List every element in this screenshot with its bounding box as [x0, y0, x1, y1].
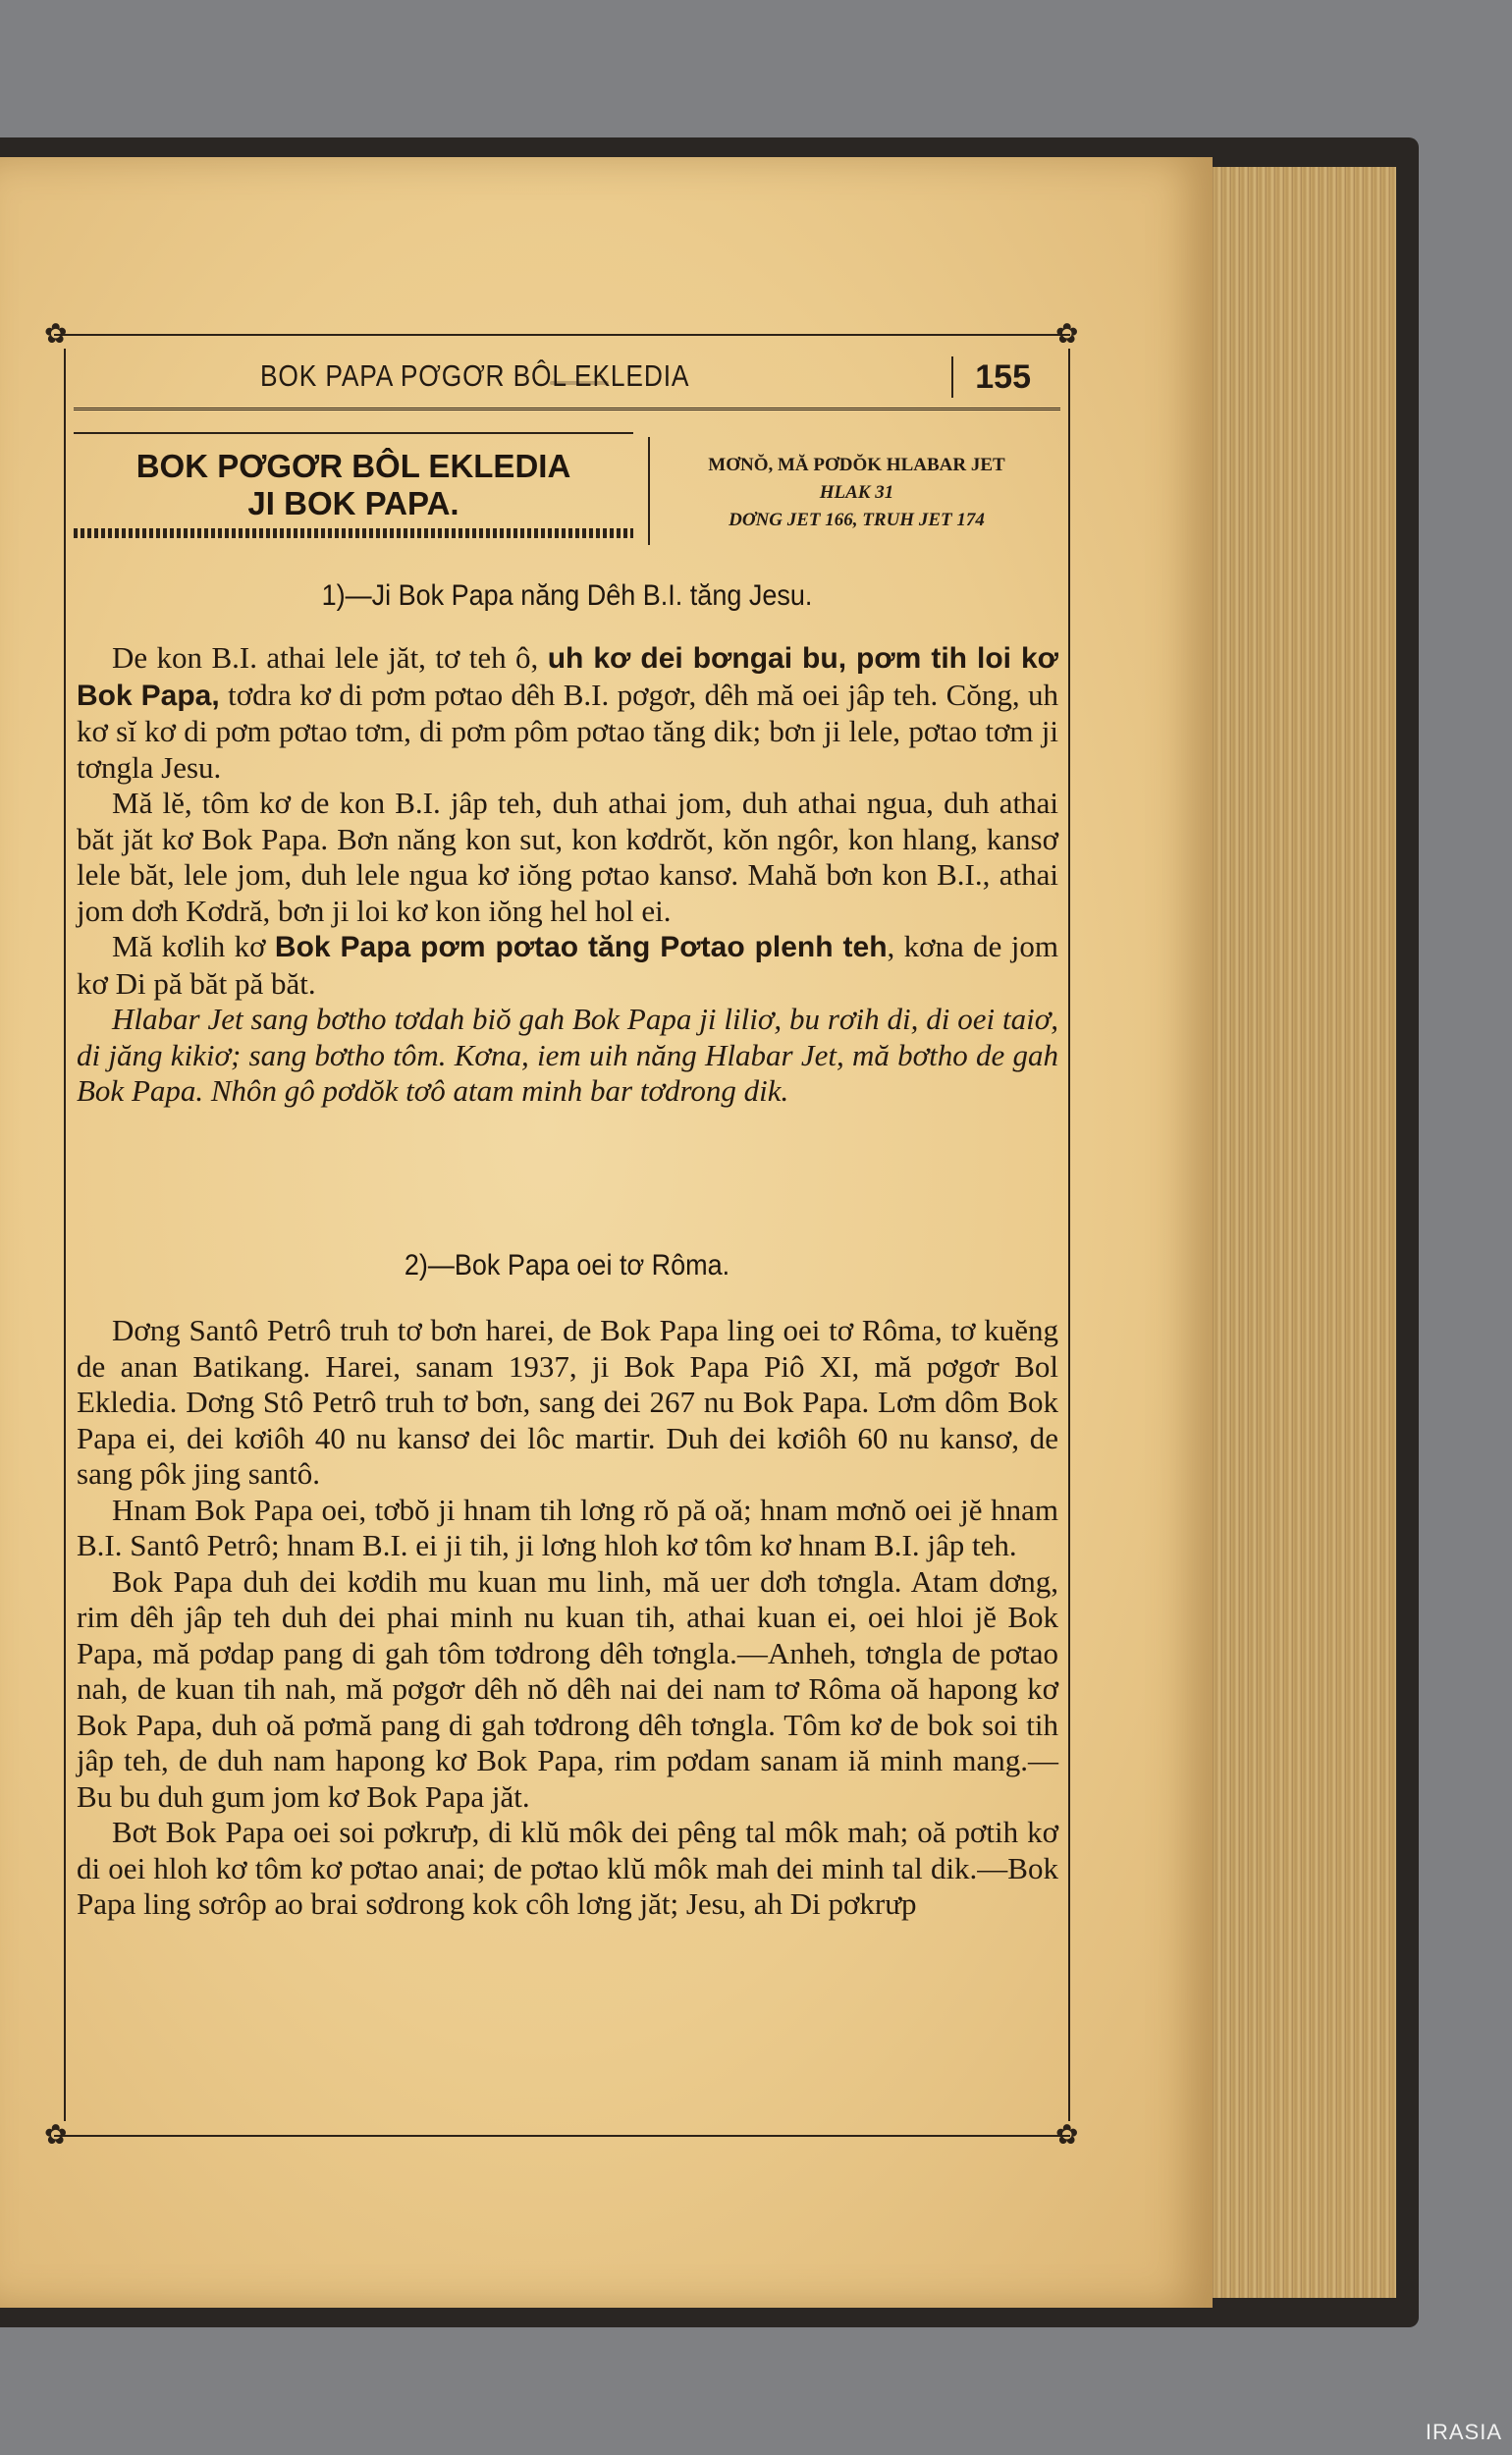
bold-text: uh kơ dei bơngai bu, pơm tih loi kơ Bok Papa,: [77, 642, 1059, 712]
paragraph: Hnam Bok Papa oei, tơbŏ ji hnam tih lơng rŏ pă oă; hnam mơnŏ oei jĕ hnam B.I. Santô Petrô; hnam B.I. ei ji tih, ji lơng hloh kơ tôm kơ hnam B.I. jâp teh.: [77, 1492, 1058, 1562]
reference-line2: HLAK 31: [819, 482, 894, 503]
running-title: BOK PAPA PƠGƠR BÔL EKLEDIA: [260, 358, 690, 393]
frame-rule-top: [54, 334, 1070, 336]
paragraph: [77, 1002, 1058, 1110]
paragraph: Dơng Santô Petrô truh tơ bơn harei, de Bok Papa ling oei tơ Rôma, tơ kuĕng de anan Batikang. Harei, sanam 1937, ji Bok Papa Piô XI, mă pơgơr Bol Ekledia. Dơng Stô Petrô truh tơ bơn, sang dei 267 nu Bok Papa. Lơm dôm Bok Papa ei, dei kơiôh 40 nu kansơ dei lôc martir. Duh dei kơiôh 60 nu kansơ, de sang pôk jing santô.: [77, 1313, 1058, 1491]
chapter-title-line2: JI BOK PAPA.: [247, 485, 459, 521]
scripture-reference: [653, 452, 1060, 534]
frame-rule-bottom: [54, 2135, 1070, 2137]
section-2-body: [77, 1313, 1058, 1923]
text-run: , kơna de jom kơ Di pă băt pă băt.: [77, 929, 1058, 1001]
chapter-title-box: [74, 432, 633, 542]
paragraph: Mă lĕ, tôm kơ de kon B.I. jâp teh, duh athai jom, duh athai ngua, duh athai băt jăt kơ Bok Papa. Bơn năng kon sut, kon kơdrŏt, kŏn ngôr, kon hlang, kansơ lele băt, lele jom, duh lele ngua kơ iŏng pơtao kansơ. Mahă bơn kon B.I., athai jom dơh Kơdră, bơn ji loi kơ kon iŏng hel hol ei.: [77, 786, 1058, 928]
page-number: 155: [951, 356, 1031, 398]
running-header: [74, 349, 1060, 410]
corner-ornament-icon: ✿: [1055, 2118, 1079, 2151]
watermark: IRASIA: [1425, 2420, 1502, 2444]
frame-side-right: [1068, 349, 1070, 2121]
corner-ornament-icon: ✿: [44, 317, 68, 350]
reference-line3: DƠNG JET 166, TRUH JET 174: [729, 510, 985, 530]
italic-text: Hlabar Jet sang bơtho tơdah biŏ gah Bok Papa ji liliơ, bu rơih di, di oei taiơ, di jăng kikiơ; sang bơtho tôm. Kơna, iem uih năng Hlabar Jet, mă bơtho de gah Bok Papa. Nhôn gô pơdŏk tơô atam minh bar tơdrong dik.: [77, 1002, 1058, 1108]
chapter-title-line1: BOK PƠGƠR BÔL EKLEDIA: [135, 448, 571, 484]
ornament-band: [74, 528, 633, 538]
section-1-body: [77, 640, 1058, 1110]
corner-ornament-icon: ✿: [44, 2118, 68, 2151]
paragraph: [77, 640, 1058, 786]
text-run: Mă kơlih kơ: [112, 929, 275, 963]
text-run: tơdra kơ di pơm pơtao dêh B.I. pơgơr, dêh mă oei jâp teh. Cŏng, uh kơ sĭ kơ di pơm pơtao tơm, di pơm pôm pơtao tăng dik; bơn ji lele, pơtao tơm ji tơngla Jesu.: [77, 677, 1058, 785]
page-edges: [1203, 167, 1396, 2298]
paragraph: Bok Papa duh dei kơdih mu kuan mu linh, mă uer dơh tơngla. Atam dơng, rim dêh jâp teh duh dei phai minh nu kuan tih, athai kuan ei, oei hloi jĕ Bok Papa, mă pơdap pang di gah tôm tơdrong dêh tơngla.—Anheh, tơngla de pơtao nah, de kuan tih nah, mă pơgơr dêh nŏ dêh nai dei nam tơ Rôma oă hapong kơ Bok Papa, duh oă pơmă pang di gah tơdrong dêh tơngla. Tôm kơ de bok soi tih jâp teh, de duh nam hapong kơ Bok Papa, rim pơdam sanam iă minh mang.—Bu bu duh gum jom kơ Bok Papa jăt.: [77, 1563, 1058, 1814]
paragraph: Bơt Bok Papa oei soi pơkrưp, di klŭ môk dei pêng tal môk mah; oă pơtih kơ di oei hloh kơ tôm kơ pơtao anai; de pơtao klŭ môk mah dei minh tal dik.—Bok Papa ling sơrôp ao brai sơdrong kok côh lơng jăt; Jesu, ah Di pơkrưp: [77, 1815, 1058, 1921]
corner-ornament-icon: ✿: [1055, 317, 1079, 350]
bold-text: Bok Papa pơm pơtao tăng Pơtao plenh teh: [274, 931, 888, 963]
reference-line1: MƠNŎ, MĂ PƠDŎK HLABAR JET: [708, 455, 1005, 475]
column-divider: [648, 437, 650, 545]
section-heading-1: 1)—Ji Bok Papa năng Dêh B.I. tăng Jesu.: [321, 579, 813, 612]
text-run: De kon B.I. athai lele jăt, tơ teh ô,: [112, 640, 548, 675]
section-heading-2: 2)—Bok Papa oei tơ Rôma.: [404, 1249, 730, 1282]
chapter-title: [74, 448, 633, 522]
paragraph: [77, 929, 1058, 1002]
frame-side-left: [64, 349, 66, 2121]
